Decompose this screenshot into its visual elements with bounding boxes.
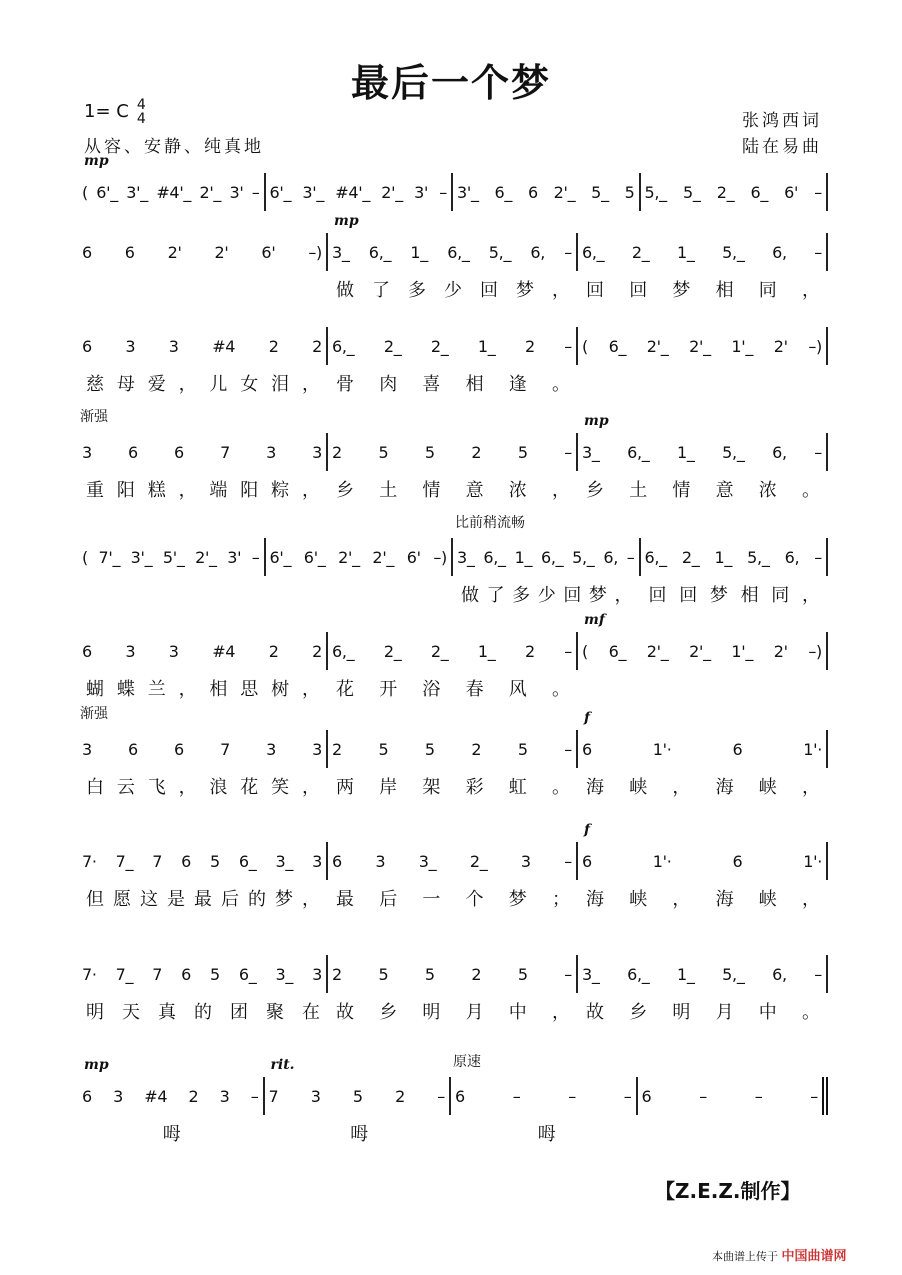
measure-lyrics-cell [78,998,328,1024]
measure-lyrics-cell [78,1120,266,1146]
measure-notes: 6,_ 2_ 2_ 1_ 2 – [332,641,572,661]
measure-lyrics: 故乡明月中， [336,1002,570,1023]
upload-footer [712,1245,847,1264]
dynamic-mark: f [584,710,591,726]
measure-lyrics-cell [78,675,328,701]
measure-lyrics-cell [78,773,328,799]
measure [78,955,328,993]
measure-notes: 6,_ 2_ 2_ 1_ 2 – [332,336,572,356]
measure [78,233,328,271]
measure-lyrics-cell [78,370,328,396]
measure-lyrics: 海峡，海峡， [586,889,820,910]
score-system [78,213,828,306]
score-system [78,409,828,506]
measure-lyrics-cell [328,885,578,911]
measure-notes: 3_ 6,_ 1_ 6,_ 5,_ 6, – [457,547,635,567]
notes-row [78,954,828,994]
measure-lyrics-cell [578,276,828,302]
measure-notes: 3 6 6 7 3 3 [82,442,322,462]
dynamic-mark: rit. [270,1057,295,1073]
measure [638,1077,829,1115]
measure-notes: 6 3 3 #4 2 2 [82,336,322,356]
measure-notes: 6 1'· 6 1'· [582,851,822,871]
measure-lyrics: 呣 [537,1124,556,1145]
notes-row [78,515,828,577]
measure-notes: 3_ 6,_ 1_ 5,_ 6, – [582,964,822,984]
song-title: 最后一个梦 [350,61,551,105]
measure-notes: 6 6 2' 2' 6' –) [82,242,322,262]
measure [78,1057,265,1115]
dynamic-mark: f [584,822,591,838]
measure-lyrics-cell [328,675,578,701]
measure-notes: ( 6_ 2'_ 2'_ 1'_ 2' –) [582,641,822,661]
measure [641,173,829,211]
measure-notes: 2 5 5 2 5 – [332,739,572,759]
measure-notes: 2 5 5 2 5 – [332,442,572,462]
measure-lyrics: 蝴蝶兰，相思树， [86,679,320,700]
score-system [78,954,828,1028]
notes-row [78,1054,828,1116]
tempo-marking: 从容、安静、纯真地 [84,137,264,157]
time-sig-bottom: 4 [136,111,146,127]
measure-lyrics: 回回梦相同， [586,280,820,301]
measure-lyrics-cell [578,885,828,911]
expression-label: 原速 [453,1054,481,1070]
measure-lyrics: 乡土情意浓， [336,480,570,501]
measure-lyrics: 呣 [162,1124,181,1145]
notes-row [78,213,828,272]
dynamic-mark: mp [84,1057,109,1073]
measure [78,632,328,670]
score-system [78,515,828,611]
measure-lyrics: 呣 [350,1124,369,1145]
measure-lyrics: 回回梦相同， [648,585,820,606]
measure-notes: 6 – – – [455,1086,632,1106]
footer-text: 本曲谱上传于 [712,1250,778,1263]
measure-notes: 6 3 #4 2 3 – [82,1086,259,1106]
measure [578,327,828,365]
measure [78,327,328,365]
dynamic-mark: mp [584,413,609,429]
measure-notes: 6 1'· 6 1'· [582,739,822,759]
measure-lyrics-cell [578,773,828,799]
lyrics-row [78,366,828,400]
lyrics-row [78,769,828,803]
measure [453,173,641,211]
measure-notes: 3_ 6,_ 1_ 5,_ 6, – [582,442,822,462]
measure-lyrics: 重阳糕，端阳粽， [86,480,320,501]
expression-label: 渐强 [80,706,108,722]
key-label: 1= C [84,101,129,122]
score-system [78,822,828,915]
measure-notes: 6'_ 6'_ 2'_ 2'_ 6' –) [269,547,447,567]
measure-lyrics: 故乡明月中。 [586,1002,820,1023]
measure-lyrics-cell [453,1120,641,1146]
measure-lyrics-cell [328,773,578,799]
measure-lyrics: 慈母爱，儿女泪， [86,374,320,395]
measure [328,433,578,471]
measure-notes: 6 3 3 #4 2 2 [82,641,322,661]
measure-lyrics: 骨肉喜相逢。 [336,374,570,395]
lyrics-row [78,881,828,915]
measure-lyrics-cell [78,476,328,502]
measure [78,433,328,471]
measure [578,612,828,670]
score-system [78,706,828,803]
measure-lyrics: 海峡，海峡， [586,777,820,798]
measure [641,538,829,576]
measure-lyrics: 明天真的团聚在 [86,1002,320,1023]
dynamic-mark: mp [84,153,109,169]
measure [328,730,578,768]
expression-label: 比前稍流畅 [455,515,525,531]
measure-notes: 6 – – – [641,1086,818,1106]
measure-lyrics: 做了多少回梦， [336,280,570,301]
dynamic-mark: mp [334,213,359,229]
measure-lyrics-cell [328,998,578,1024]
measure-lyrics: 但愿这是最后的梦， [86,889,320,910]
measure [328,955,578,993]
measure [578,955,828,993]
measure-lyrics: 白云飞，浪花笑， [86,777,320,798]
lyrics-row [78,1116,828,1150]
measure [451,1054,638,1115]
measure-notes: 6'_ 3'_ #4'_ 2'_ 3' – [269,182,447,202]
measure-lyrics: 两岸架彩虹。 [336,777,570,798]
measure-lyrics: 花开浴春风。 [336,679,570,700]
measure-lyrics: 最后一个梦； [336,889,570,910]
measure-notes: ( 6'_ 3'_ #4'_ 2'_ 3' – [82,182,260,202]
composer-credit: 陆在易曲 [742,137,822,157]
measure-notes: 5,_ 5_ 2_ 6_ 6' – [644,182,822,202]
measure-lyrics-cell [453,581,641,607]
measure-notes: 6,_ 2_ 1_ 5,_ 6, – [582,242,822,262]
measure [78,538,266,576]
measure-lyrics-cell [328,476,578,502]
measure-lyrics-cell [328,370,578,396]
measure [578,822,828,880]
measure-notes: ( 7'_ 3'_ 5'_ 2'_ 3' – [82,547,260,567]
measure [328,632,578,670]
measure [328,213,578,271]
measure-lyrics-cell [78,885,328,911]
measure-lyrics: 做了多少回梦， [461,585,633,606]
notes-row [78,612,828,671]
measure [453,515,641,576]
lyricist-credit: 张鸿西词 [742,111,822,131]
notes-row [78,822,828,881]
measure [78,730,328,768]
measure-lyrics-cell [641,581,829,607]
expression-label: 渐强 [80,409,108,425]
time-signature [137,98,146,126]
lyrics-row [78,671,828,705]
time-sig-top: 4 [136,97,146,113]
measure-lyrics-cell [578,998,828,1024]
maker-credit: 【Z.E.Z.制作】 [655,1179,801,1203]
notes-row [78,153,828,212]
measure-lyrics-cell [578,476,828,502]
measure [78,842,328,880]
lyrics-row [78,272,828,306]
measure-lyrics-cell [328,276,578,302]
site-logo: 中国曲谱网 [781,1249,847,1264]
measure-notes: 3_ 6,_ 1_ 6,_ 5,_ 6, – [332,242,572,262]
measure [266,173,454,211]
measure-notes: 6,_ 2_ 1_ 5,_ 6, – [644,547,822,567]
measure [578,233,828,271]
measure-notes: 7· 7_ 7 6 5 6_ 3_ 3 [82,964,322,984]
measure [578,413,828,471]
measure [328,842,578,880]
measure-notes: 3'_ 6_ 6 2'_ 5_ 5 [457,182,635,202]
measure [328,327,578,365]
measure-notes: 6 3 3_ 2_ 3 – [332,851,572,871]
measure [78,153,266,211]
measure [578,710,828,768]
dynamic-mark: mf [584,612,605,628]
notes-row [78,326,828,366]
key-signature [84,98,146,126]
measure-notes: 3 6 6 7 3 3 [82,739,322,759]
measure-notes: 7 3 5 2 – [268,1086,445,1106]
measure-notes: ( 6_ 2'_ 2'_ 1'_ 2' –) [582,336,822,356]
measure-lyrics-cell [266,1120,454,1146]
score-system [78,1054,828,1150]
measure-notes: 7· 7_ 7 6 5 6_ 3_ 3 [82,851,322,871]
measure-notes: 2 5 5 2 5 – [332,964,572,984]
measure [265,1057,452,1115]
measure-lyrics: 乡土情意浓。 [586,480,820,501]
score-system [78,326,828,400]
measure [266,538,454,576]
score-system [78,612,828,705]
lyrics-row [78,994,828,1028]
lyrics-row [78,577,828,611]
lyrics-row [78,472,828,506]
